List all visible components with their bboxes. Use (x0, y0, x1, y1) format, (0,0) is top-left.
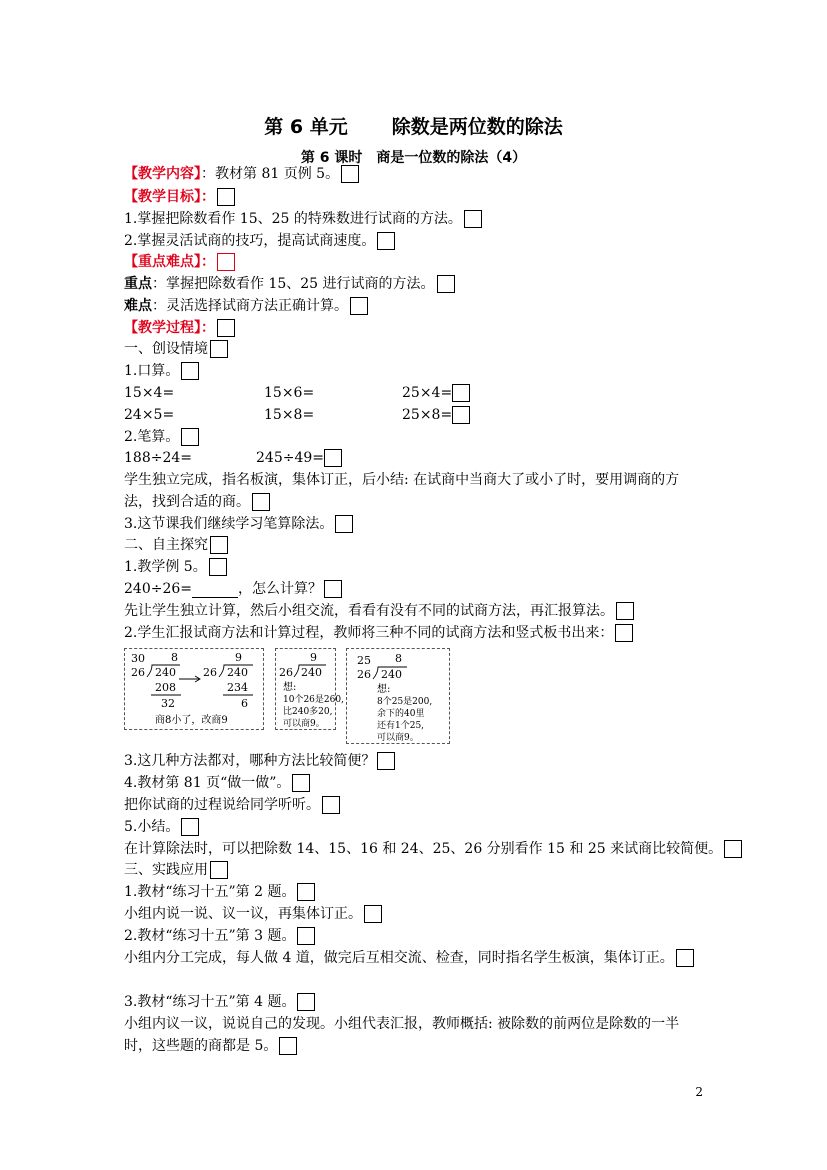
checkbox[interactable] (452, 406, 470, 424)
section-2-heading: 二、自主探究 (124, 536, 228, 554)
summary-line-2: 法，找到合适的商。 (124, 493, 270, 511)
try-line: 4.教材第 81 页“做一做”。 (124, 774, 310, 792)
fig3-divisor: 26 (357, 668, 371, 681)
checkbox[interactable] (210, 861, 228, 879)
checkbox[interactable] (377, 752, 395, 770)
answer-blank[interactable] (192, 583, 238, 598)
fig1-quotient-2: 9 (235, 651, 242, 664)
summary-line-1: 学生独立完成，指名板演，集体订正，后小结: 在试商中当商大了或小了时，要用调商的方 (124, 472, 680, 488)
checkbox[interactable] (464, 210, 482, 228)
checkbox[interactable] (452, 384, 470, 402)
fig1-note: 商8小了，改商9 (155, 715, 228, 726)
division-figure-3 (346, 648, 450, 744)
fig1-remainder-2: 6 (241, 697, 248, 710)
checkbox[interactable] (350, 297, 368, 315)
fig3-note-4: 还有1个25, (377, 721, 425, 731)
checkbox[interactable] (181, 362, 199, 380)
checkbox[interactable] (324, 449, 342, 467)
checkbox[interactable] (724, 840, 742, 858)
division-figure-2 (275, 648, 344, 730)
checkbox[interactable] (252, 493, 270, 511)
independent-line: 先让学生独立计算，然后小组交流，看看有没有不同的试商方法，再汇报算法。 (124, 602, 634, 620)
checkbox[interactable] (210, 536, 228, 554)
fig3-note-1: 想: (377, 684, 391, 695)
exercise-4: 3.教材“练习十五”第 4 题。 (124, 993, 315, 1011)
checkbox[interactable] (437, 275, 455, 293)
checkbox[interactable] (364, 905, 382, 923)
checkbox[interactable] (209, 558, 227, 576)
checkbox[interactable] (676, 949, 694, 967)
exercise-3: 2.教材“练习十五”第 3 题。 (124, 927, 315, 945)
goals-label: 【教学目标】 (124, 189, 201, 205)
fig2-dividend: 240 (301, 666, 322, 679)
teaching-goals: 【教学目标】： (124, 188, 235, 206)
process-label: 【教学过程】 (124, 320, 201, 336)
checkbox[interactable] (217, 319, 235, 337)
fig1-divisor-1: 26 (131, 666, 145, 679)
fig3-quotient: 8 (395, 652, 402, 665)
simplest-line: 3.这几种方法都对，哪种方法比较简便？ (124, 752, 395, 770)
checkbox[interactable] (377, 232, 395, 250)
content-label: 【教学内容】 (124, 166, 201, 182)
checkbox[interactable] (324, 580, 342, 598)
conclusion-line: 在计算除法时，可以把除数 14、15、16 和 24、25、26 分别看作 15 和 25 来试商比较简便。 (124, 840, 742, 858)
fig3-note-3: 余下的40里 (377, 709, 425, 719)
fig2-note-4: 可以商9。 (283, 719, 325, 729)
checkbox[interactable] (341, 165, 359, 183)
unit-number: 第 6 单元 (264, 116, 348, 138)
exercise-3-text: 小组内分工完成，每人做 4 道，做完后互相交流、检查，同时指名学生板演，集体订正。 (124, 949, 694, 967)
fig3-trial-divisor: 25 (357, 654, 371, 667)
fig2-note-3: 比240多20, (283, 707, 333, 717)
fig1-remainder-1: 32 (161, 697, 175, 710)
fig3-note-5: 可以商9。 (377, 733, 419, 743)
fig1-product-2: 234 (227, 681, 248, 694)
difficulty: 难点：灵活选择试商方法正确计算。 (124, 297, 368, 315)
section-3-heading: 三、实践应用 (124, 861, 228, 879)
written-row: 188÷24= 245÷49= (124, 449, 524, 469)
checkbox[interactable] (335, 515, 353, 533)
fig1-dividend-2: 240 (227, 666, 248, 679)
division-figure-1 (124, 648, 264, 730)
fig2-note-2: 10个26是260, (283, 695, 344, 705)
oral-calc: 1.口算。 (124, 362, 199, 380)
share-line: 把你试商的过程说给同学听听。 (124, 796, 340, 814)
exercise-4-text-2: 时，这些题的商都是 5。 (124, 1037, 297, 1055)
fig1-dividend-1: 240 (155, 666, 176, 679)
example-5: 1.教学例 5。 (124, 558, 227, 576)
lesson-title: 第 6 课时 商是一位数的除法（4） (300, 150, 527, 166)
checkbox[interactable] (292, 774, 310, 792)
checkbox[interactable] (615, 624, 633, 642)
oral-row-2: 24×5= 15×8= 25×8= (124, 406, 624, 426)
fig1-quotient-1: 8 (171, 651, 178, 664)
unit-title (0, 112, 827, 139)
teaching-process: 【教学过程】： (124, 319, 235, 337)
checkbox[interactable] (217, 253, 235, 271)
unit-name: 除数是两位数的除法 (391, 116, 563, 138)
fig1-divisor-2: 26 (203, 666, 217, 679)
exercise-2-text: 小组内说一说、议一议，再集体订正。 (124, 905, 382, 923)
goal-2: 2.掌握灵活试商的技巧，提高试商速度。 (124, 232, 395, 250)
checkbox[interactable] (616, 602, 634, 620)
checkbox[interactable] (297, 927, 315, 945)
exercise-4-text-1: 小组内议一议，说说自己的发现。小组代表汇报，教师概括: 被除数的前两位是除数的一半 (124, 1016, 680, 1032)
checkbox[interactable] (322, 796, 340, 814)
fig2-divisor: 26 (279, 666, 293, 679)
key-point: 重点：掌握把除数看作 15、25 进行试商的方法。 (124, 275, 455, 293)
conclude-line: 5.小结。 (124, 818, 199, 836)
report-line: 2.学生汇报试商方法和计算过程，教师将三种不同的试商方法和竖式板书出来： (124, 624, 633, 642)
key-label: 【重点难点】 (124, 254, 201, 270)
goal-1: 1.掌握把除数看作 15、25 的特殊数进行试商的方法。 (124, 210, 482, 228)
exercise-2: 1.教材“练习十五”第 2 题。 (124, 883, 315, 901)
written-calc: 2.笔算。 (124, 428, 199, 446)
key-difficulty: 【重点难点】： (124, 253, 235, 271)
page-number: 2 (695, 1085, 703, 1099)
section-1-heading: 一、创设情境 (124, 340, 228, 358)
fig3-dividend: 240 (381, 668, 402, 681)
oral-row-1: 15×4= 15×6= 25×4= (124, 384, 624, 404)
teaching-content (124, 165, 359, 183)
fig1-trial-divisor: 30 (131, 652, 145, 665)
fig2-quotient: 9 (310, 651, 317, 664)
example-question: 240÷26= ，怎么计算？ (124, 580, 342, 598)
intro-line: 3.这节课我们继续学习笔算除法。 (124, 515, 353, 533)
fig3-note-2: 8个25是200, (377, 697, 433, 707)
checkbox[interactable] (210, 340, 228, 358)
checkbox[interactable] (181, 428, 199, 446)
content-text: ：教材第 81 页例 5。 (201, 166, 340, 182)
checkbox[interactable] (217, 188, 235, 206)
checkbox[interactable] (279, 1037, 297, 1055)
checkbox[interactable] (297, 883, 315, 901)
fig1-product-1: 208 (155, 681, 176, 694)
checkbox[interactable] (181, 818, 199, 836)
checkbox[interactable] (297, 993, 315, 1011)
fig2-note-1: 想: (283, 682, 297, 693)
